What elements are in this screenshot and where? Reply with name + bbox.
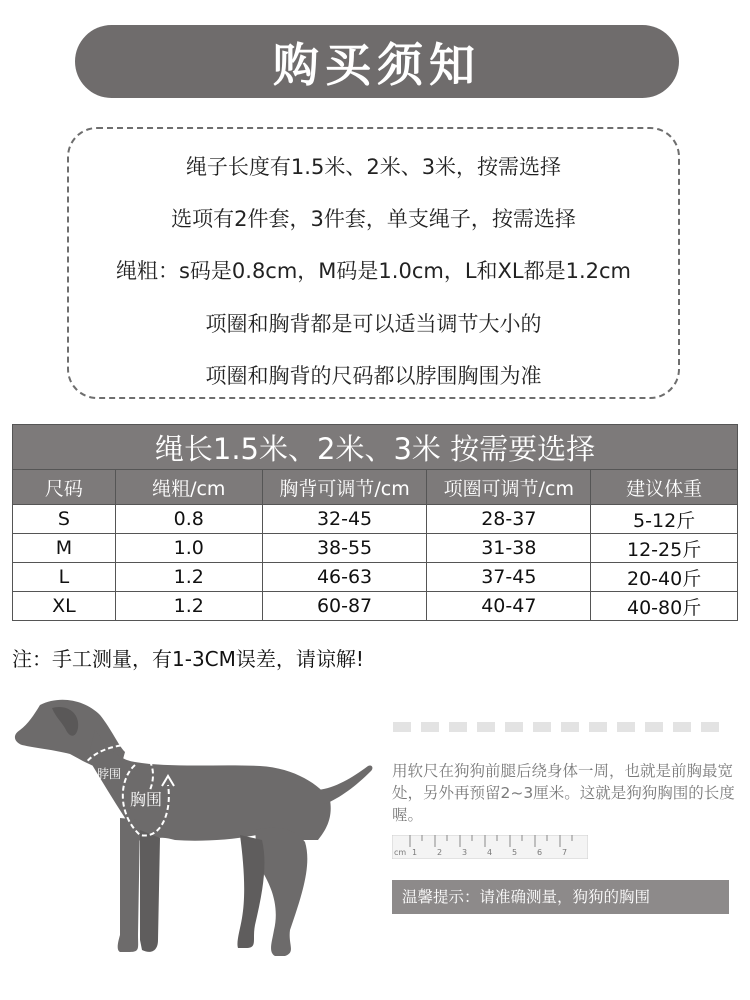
- neck-label: 脖围: [97, 767, 122, 781]
- table-row: [13, 563, 738, 592]
- cell-harness: 32-45: [262, 505, 427, 534]
- table-row: [13, 592, 738, 621]
- chest-label: 胸围: [130, 790, 163, 809]
- header-harness-range: 胸背可调节/cm: [262, 470, 427, 505]
- ruler-unit: cm: [394, 848, 407, 857]
- cell-thickness: 1.2: [115, 563, 262, 592]
- header-rope-thickness: 绳粗/cm: [115, 470, 262, 505]
- header-size: 尺码: [13, 470, 116, 505]
- note-rope-length: 绳子长度有1.5米、2米、3米，按需选择: [185, 155, 562, 179]
- ruler-icon: [392, 835, 588, 859]
- table-caption: 绳长1.5米、2米、3米 按需要选择: [13, 425, 738, 470]
- cell-thickness: 0.8: [115, 505, 262, 534]
- cell-thickness: 1.0: [115, 534, 262, 563]
- neck-measure-arrow: [72, 790, 84, 800]
- measurement-instruction: 用软尺在狗狗前腿后绕身体一周，也就是前胸最宽处，另外再预留2~3厘米。这就是狗狗胸围的长度喔。: [392, 762, 735, 824]
- ruler-tick-5: 5: [512, 848, 518, 857]
- note-set-options: 选项有2件套，3件套，单支绳子，按需选择: [171, 207, 576, 231]
- ruler-tick-4: 4: [487, 848, 493, 857]
- cell-size: M: [13, 534, 116, 563]
- cell-harness: 38-55: [262, 534, 427, 563]
- page-title: 购买须知: [273, 37, 481, 92]
- note-size-basis: 项圈和胸背的尺码都以脖围胸围为准: [205, 364, 542, 388]
- ruler-tick-3: 3: [462, 848, 468, 857]
- ruler-tick-6: 6: [537, 848, 543, 857]
- cell-harness: 46-63: [262, 563, 427, 592]
- title-banner: [75, 25, 679, 98]
- cell-harness: 60-87: [262, 592, 427, 621]
- cell-size: L: [13, 563, 116, 592]
- ruler-tick-7: 7: [562, 848, 568, 857]
- table-row: [13, 505, 738, 534]
- dog-measurement-diagram: [0, 690, 390, 990]
- note-adjustable: 项圈和胸背都是可以适当调节大小的: [205, 312, 542, 336]
- cell-collar: 31-38: [427, 534, 591, 563]
- tip-bar: 温馨提示：请准确测量，狗狗的胸围: [392, 880, 729, 914]
- cell-collar: 37-45: [427, 563, 591, 592]
- table-row: [13, 534, 738, 563]
- cell-size: XL: [13, 592, 116, 621]
- faint-header-line: [393, 722, 723, 732]
- header-weight: 建议体重: [591, 470, 738, 505]
- header-collar-range: 项圈可调节/cm: [427, 470, 591, 505]
- cell-collar: 40-47: [427, 592, 591, 621]
- cell-weight: 40-80斤: [591, 592, 738, 621]
- size-table: [12, 424, 738, 621]
- cell-weight: 5-12斤: [591, 505, 738, 534]
- measurement-footnote: 注：手工测量，有1-3CM误差，请谅解!: [12, 647, 364, 671]
- cell-collar: 28-37: [427, 505, 591, 534]
- note-rope-thickness: 绳粗：s码是0.8cm，M码是1.0cm，L和XL都是1.2cm: [115, 259, 632, 283]
- ruler-tick-2: 2: [437, 848, 443, 857]
- cell-thickness: 1.2: [115, 592, 262, 621]
- cell-weight: 20-40斤: [591, 563, 738, 592]
- ruler-tick-1: 1: [412, 848, 418, 857]
- dog-silhouette: [15, 700, 373, 956]
- cell-size: S: [13, 505, 116, 534]
- notes-box: [67, 127, 680, 399]
- cell-weight: 12-25斤: [591, 534, 738, 563]
